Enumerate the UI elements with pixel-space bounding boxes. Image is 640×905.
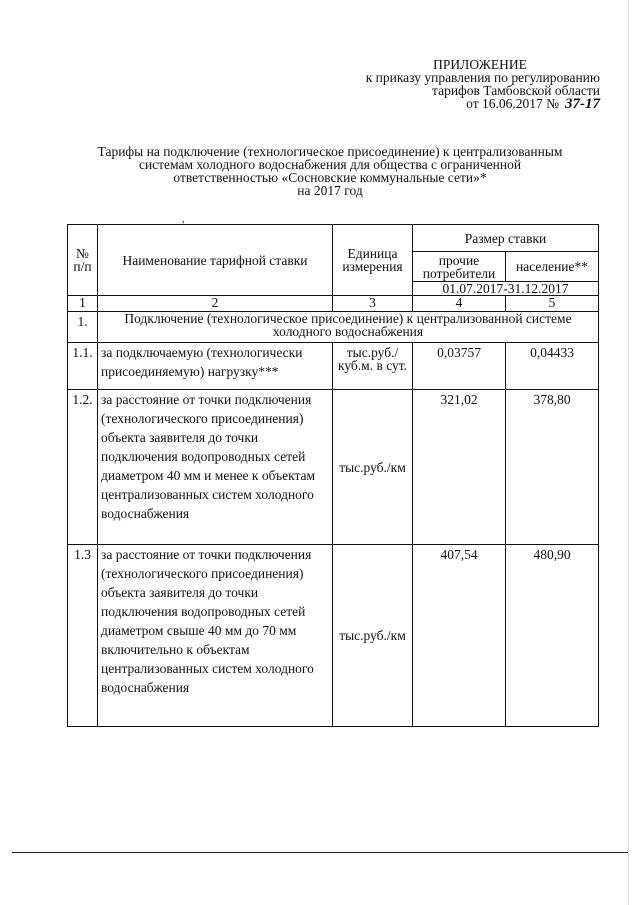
row-unit: тыс.руб./км [333,390,413,545]
stray-mark: , [182,214,185,225]
row-population-value: 0,04433 [506,343,599,390]
scan-edge [628,0,629,905]
header-period: 01.07.2017-31.12.2017 [413,282,599,296]
row-name: за расстояние от точки подключения (технологического присоединения) объекта заявителя до точки подключения водопроводных сетей диаметром свыше 40 мм до 70 мм включительно к объектам централизованных систем холодного водоснабжения [98,545,333,727]
table-row [68,545,599,727]
header-rate-size: Размер ставки [413,225,599,252]
header-name: Наименование тарифной ставки [98,225,333,296]
table-row [68,343,599,390]
header-population: население** [506,252,599,282]
row-population-value: 378,80 [506,390,599,545]
section-num: 1. [68,312,98,343]
section-row [68,312,599,343]
col-number-4: 4 [413,296,506,312]
col-number-5: 5 [506,296,599,312]
row-num: 1.1. [68,343,98,390]
row-other-value: 407,54 [413,545,506,727]
table-row [68,390,599,545]
header-other-consumers: прочие потребители [413,252,506,282]
row-name: за подключаемую (технологически присоединяемую) нагрузку*** [98,343,333,390]
row-unit: тыс.руб./км [333,545,413,727]
title-line-4: на 2017 год [297,183,363,198]
footnote-divider [12,852,628,853]
order-line-2: тарифов Тамбовской области [432,83,600,98]
row-name: за расстояние от точки подключения (технологического присоединения) объекта заявителя до точки подключения водопроводных сетей диаметром 40 мм и менее к объектам централизованных систем холодного водоснабжения [98,390,333,545]
order-line-1: к приказу управления по регулированию [365,70,600,85]
order-header [300,58,600,111]
column-number-row [68,296,599,312]
title-line-1: Тарифы на подключение (технологическое присоединение) к централизованным [97,144,563,159]
col-number-2: 2 [98,296,333,312]
row-num: 1.3 [68,545,98,727]
header-unit: Единица измерения [333,225,413,296]
order-line-3 [300,97,600,111]
row-num: 1.2. [68,390,98,545]
title-line-3: ответственностью «Сосновские коммунальные сети»* [173,170,487,185]
header-num: № п/п [68,225,98,296]
row-population-value: 480,90 [506,545,599,727]
col-number-1: 1 [68,296,98,312]
row-unit: тыс.руб./ куб.м. в сут. [333,343,413,390]
row-other-value: 321,02 [413,390,506,545]
handwritten-order-number: 37-17 [565,96,600,112]
document-title [60,145,600,197]
appendix-title: ПРИЛОЖЕНИЕ [433,57,527,72]
tariff-table [67,224,599,727]
order-date: от 16.06.2017 № [466,96,559,111]
col-number-3: 3 [333,296,413,312]
title-line-2: системам холодного водоснабжения для общества с ограниченной [138,157,522,172]
row-other-value: 0,03757 [413,343,506,390]
section-text: Подключение (технологическое присоединение) к централизованной системе холодного водоснабжения [98,312,599,343]
